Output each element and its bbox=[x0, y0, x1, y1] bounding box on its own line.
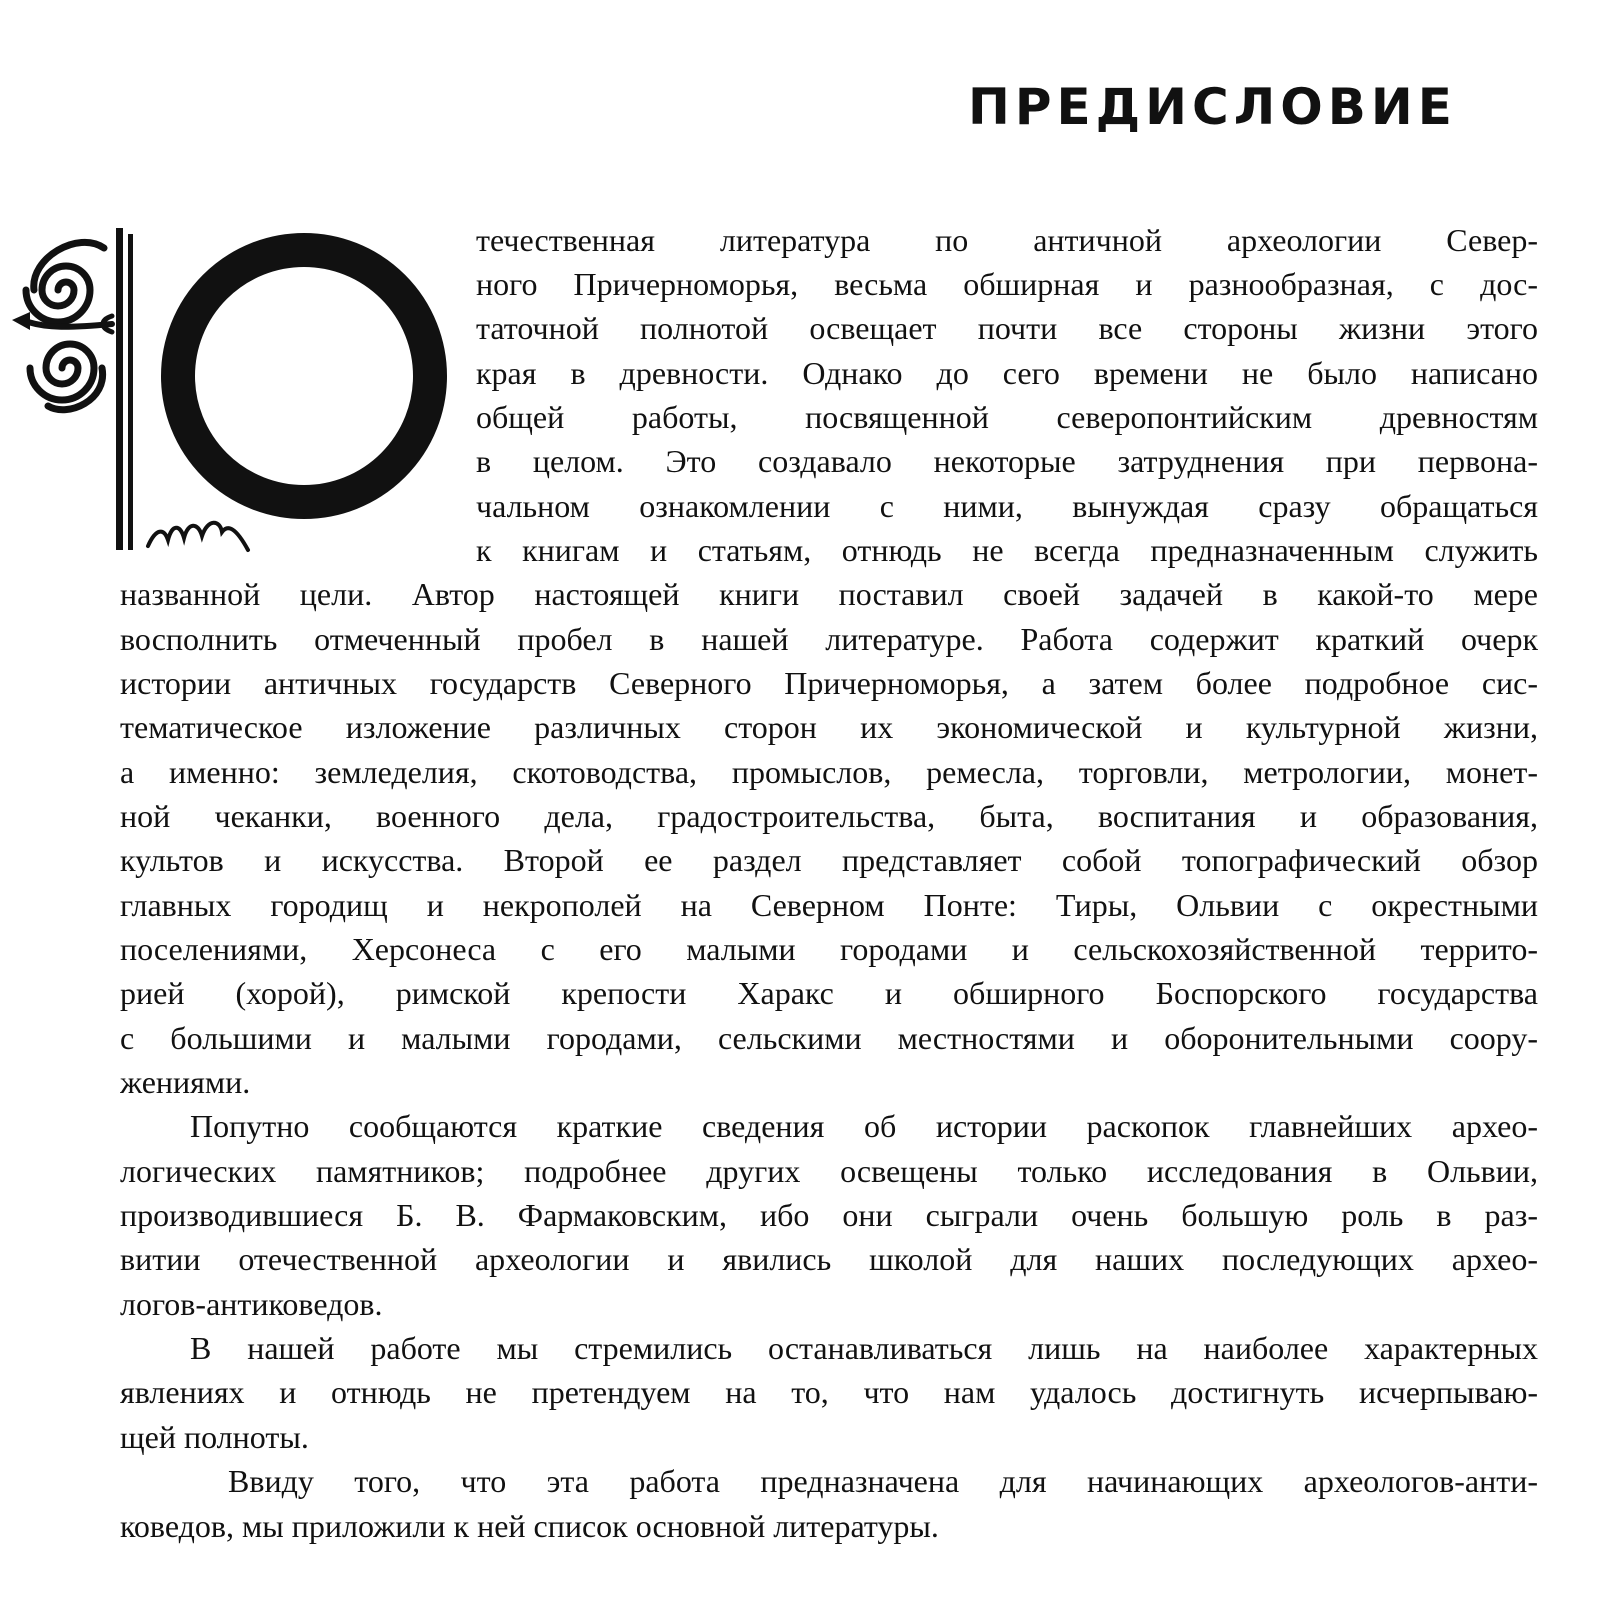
ring-shape bbox=[178, 250, 430, 502]
scroll-ornament-icon bbox=[12, 242, 112, 409]
text-line: общей работы, посвященной северопонтийским древностям bbox=[476, 401, 1538, 435]
text-line: поселениями, Херсонеса с его малыми городами и сельскохозяйственной террито- bbox=[120, 933, 1538, 967]
text-line: витии отечественной археологии и явились школой для наших последующих архео- bbox=[120, 1243, 1538, 1277]
text-line: в целом. Это создавало некоторые затруднения при первона- bbox=[476, 445, 1538, 479]
text-line: жениями. bbox=[120, 1066, 251, 1100]
text-line: главных городищ и некрополей на Северном Понте: Тиры, Ольвии с окрестными bbox=[120, 889, 1538, 923]
text-line: культов и искусства. Второй ее раздел представляет собой топографический обзор bbox=[120, 844, 1538, 878]
page-title: ПРЕДИСЛОВИЕ bbox=[968, 78, 1457, 136]
text-line: истории античных государств Северного Причерноморья, а затем более подробное сис- bbox=[120, 667, 1538, 701]
text-line: коведов, мы приложили к ней список основной литературы. bbox=[120, 1510, 939, 1544]
text-line: Попутно сообщаются краткие сведения об истории раскопок главнейших архео- bbox=[190, 1110, 1538, 1144]
text-line: В нашей работе мы стремились останавливаться лишь на наиболее характерных bbox=[190, 1332, 1538, 1366]
text-line: производившиеся Б. В. Фармаковским, ибо они сыграли очень большую роль в раз- bbox=[120, 1199, 1538, 1233]
text-line: логов-антиковедов. bbox=[120, 1288, 383, 1322]
flourish-icon bbox=[148, 523, 248, 550]
text-line: названной цели. Автор настоящей книги поставил своей задачей в какой-то мере bbox=[120, 578, 1538, 612]
text-line: явлениях и отнюдь не претендуем на то, что нам удалось достигнуть исчерпываю- bbox=[120, 1376, 1538, 1410]
text-line: течественная литература по античной археологии Север- bbox=[476, 224, 1538, 258]
text-line: ного Причерноморья, весьма обширная и разнообразная, с дос- bbox=[476, 268, 1538, 302]
text-line: с большими и малыми городами, сельскими местностями и оборонительными соору- bbox=[120, 1022, 1538, 1056]
text-line: края в древности. Однако до сего времени не было написано bbox=[476, 357, 1538, 391]
text-line: к книгам и статьям, отнюдь не всегда предназначенным служить bbox=[476, 534, 1538, 568]
text-line: логических памятников; подробнее других освещены только исследования в Ольвии, bbox=[120, 1155, 1538, 1189]
text-line: щей полноты. bbox=[120, 1421, 309, 1455]
text-line: рией (хорой), римской крепости Харакс и обширного Боспорского государства bbox=[120, 977, 1538, 1011]
text-line: ной чеканки, военного дела, градостроительства, быта, воспитания и образования, bbox=[120, 800, 1538, 834]
drop-cap-initial bbox=[8, 228, 468, 573]
text-line: восполнить отмеченный пробел в нашей литературе. Работа содержит краткий очерк bbox=[120, 623, 1538, 657]
text-line: тематическое изложение различных сторон их экономической и культурной жизни, bbox=[120, 711, 1538, 745]
text-line: чальном ознакомлении с ними, вынуждая сразу обращаться bbox=[476, 490, 1538, 524]
text-line: Ввиду того, что эта работа предназначена для начинающих археологов-анти- bbox=[228, 1465, 1538, 1499]
text-line: таточной полнотой освещает почти все стороны жизни этого bbox=[476, 312, 1538, 346]
text-line: а именно: земледелия, скотоводства, промыслов, ремесла, торговли, метрологии, монет- bbox=[120, 756, 1538, 790]
